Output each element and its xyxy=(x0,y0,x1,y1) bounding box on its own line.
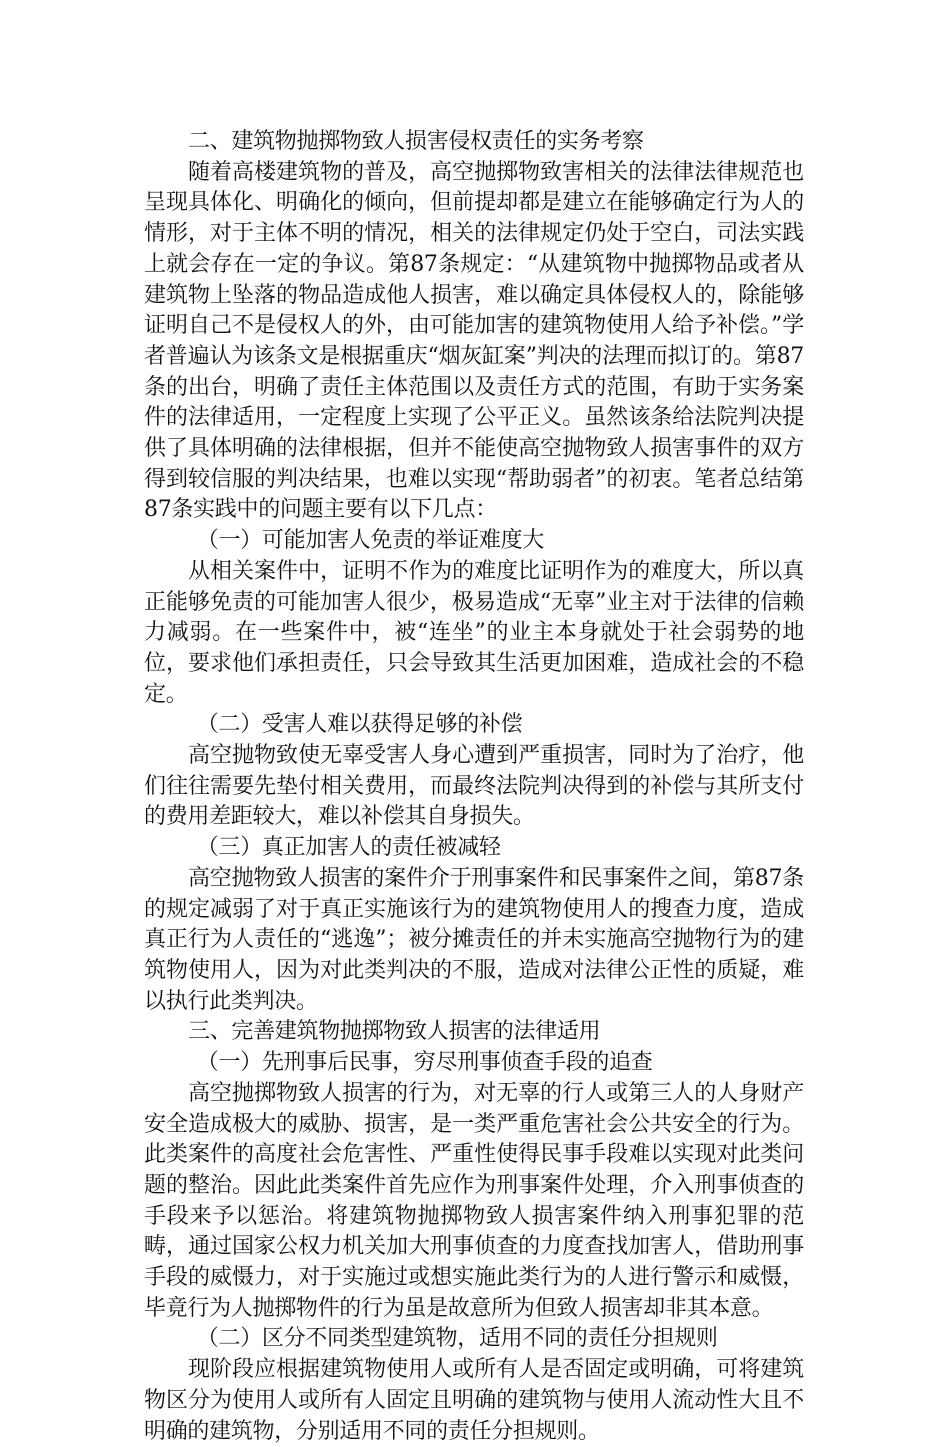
subsection-heading: （一）可能加害人免责的举证难度大 xyxy=(196,528,544,554)
subsection-heading: （三）真正加害人的责任被减轻 xyxy=(196,835,501,861)
subsection-heading: （一）先刑事后民事，穷尽刑事侦查手段的追查 xyxy=(196,1050,653,1076)
body-paragraph: 从相关案件中，证明不作为的难度比证明作为的难度大，所以真正能够免责的可能加害人很少，极易造成“无辜”业主对于法律的信赖力减弱。在一些案件中，被“连坐”的业主本身就处于社会弱势的地位，要求他们承担责任，只会导致其生活更加困难，造成社会的不稳定。 xyxy=(144,558,804,707)
section-heading-2: 二、建筑物抛掷物致人损害侵权责任的实务考察 xyxy=(188,129,644,154)
document-page xyxy=(144,127,804,1447)
body-paragraph: 随着高楼建筑物的普及，高空抛掷物致害相关的法律法律规范也呈现具体化、明确化的倾向，但前提却都是建立在能够确定行为人的情形，对于主体不明的情况，相关的法律规定仍处于空白，司法实践上就会存在一定的争议。第87条规定：“从建筑物中抛掷物品或者从建筑物上坠落的物品造成他人损害，难以确定具体侵权人的，除能够证明自己不是侵权人的外，由可能加害的建筑物使用人给予补偿。”学者普遍认为该条文是根据重庆“烟灰缸案”判决的法理而拟订的。第87条的出台，明确了责任主体范围以及责任方式的范围，有助于实务案件的法律适用，一定程度上实现了公平正义。虽然该条给法院判决提供了具体明确的法律根据，但并不能使高空抛物致人损害事件的双方得到较信服的判决结果，也难以实现“帮助弱者”的初衷。笔者总结第87条实践中的问题主要有以下几点： xyxy=(144,159,804,523)
section-heading-3: 三、完善建筑物抛掷物致人损害的法律适用 xyxy=(188,1019,601,1045)
body-paragraph: 高空抛掷物致人损害的行为，对无辜的行人或第三人的人身财产安全造成极大的威胁、损害，是一类严重危害社会公共安全的行为。此类案件的高度社会危害性、严重性使得民事手段难以实现对此类问题的整治。因此此类案件首先应作为刑事案件处理，介入刑事侦查的手段来予以惩治。将建筑物抛掷物致人损害案件纳入刑事犯罪的范畴，通过国家公权力机关加大刑事侦查的力度查找加害人，借助刑事手段的威慑力，对于实施过或想实施此类行为的人进行警示和威慑，毕竟行为人抛掷物件的行为虽是故意所为但致人损害却非其本意。 xyxy=(144,1080,804,1321)
body-paragraph: 高空抛物致使无辜受害人身心遭到严重损害，同时为了治疗，他们往往需要先垫付相关费用，而最终法院判决得到的补偿与其所支付的费用差距较大，难以补偿其自身损失。 xyxy=(144,743,804,830)
subsection-heading: （二）受害人难以获得足够的补偿 xyxy=(196,712,523,738)
body-paragraph: 高空抛物致人损害的案件介于刑事案件和民事案件之间，第87条的规定减弱了对于真正实施该行为的建筑物使用人的搜查力度，造成真正行为人责任的“逃逸”；被分摊责任的并未实施高空抛物行为的建筑物使用人，因为对此类判决的不服，造成对法律公正性的质疑，难以执行此类判决。 xyxy=(144,865,804,1014)
body-paragraph: 现阶段应根据建筑物使用人或所有人是否固定或明确，可将建筑物区分为使用人或所有人固定且明确的建筑物与使用人流动性大且不明确的建筑物，分别适用不同的责任分担规则。 xyxy=(144,1357,804,1444)
subsection-heading: （二）区分不同类型建筑物，适用不同的责任分担规则 xyxy=(196,1326,718,1352)
